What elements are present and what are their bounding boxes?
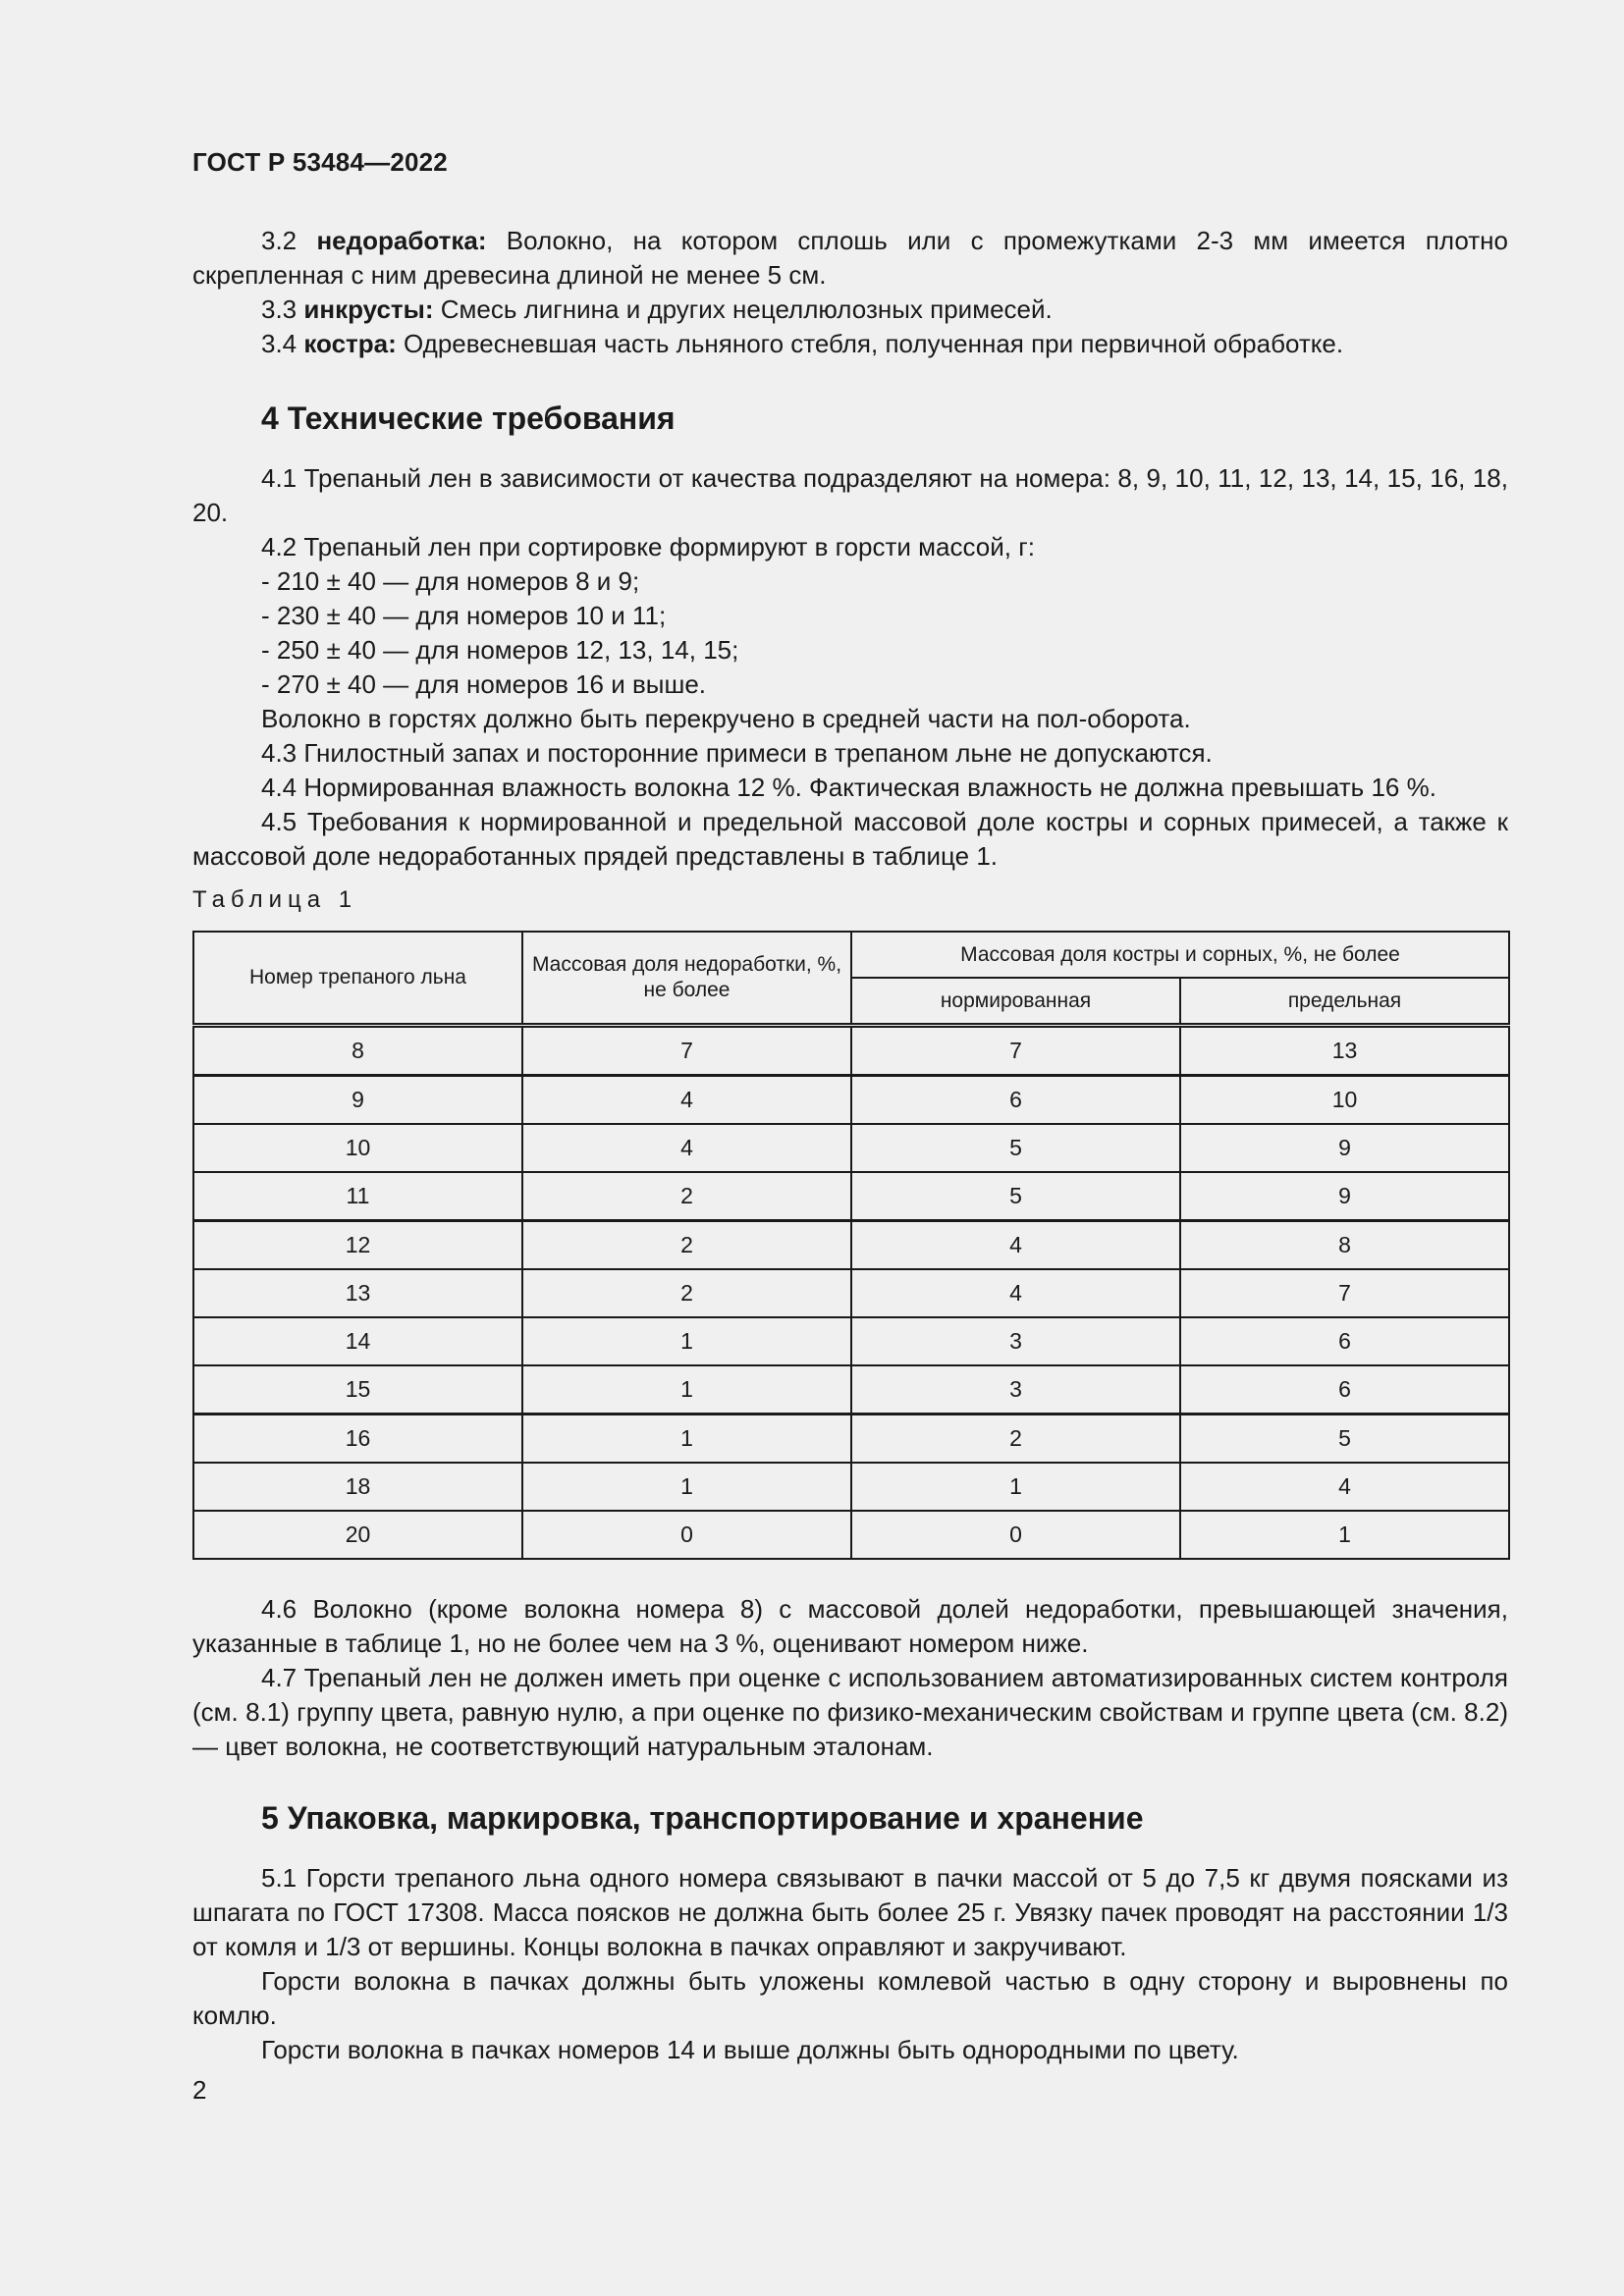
table-cell: 5 [851,1124,1180,1172]
column-header-normalized: нормированная [851,978,1180,1026]
table-cell: 1 [1180,1511,1509,1559]
table-cell: 1 [522,1365,851,1415]
table-cell: 4 [1180,1463,1509,1511]
table-cell: 4 [522,1124,851,1172]
paragraph-4-2-note: Волокно в горстях должно быть перекручено в средней части на пол-оборота. [261,704,1191,733]
table-cell: 4 [851,1221,1180,1270]
definitions-block [192,224,1508,361]
table-row [193,1511,1509,1559]
table-cell: 6 [1180,1365,1509,1415]
table-1 [192,931,1510,1560]
paragraph-4-1: 4.1 Трепаный лен в зависимости от качества подразделяют на номера: 8, 9, 10, 11, 12, 13, 14, 15, 16, 18, 20. [192,463,1508,527]
table-cell: 13 [1180,1026,1509,1076]
table-row [193,1172,1509,1221]
table-cell: 11 [193,1172,522,1221]
column-header-limit: предельная [1180,978,1509,1026]
paragraph-4-5: 4.5 Требования к нормированной и предельной массовой доле костры и сорных примесей, а также к массовой доле недоработанных прядей представлены в таблице 1. [192,807,1508,871]
table-row [193,1269,1509,1317]
table-cell: 2 [522,1172,851,1221]
paragraph-5-2: Горсти волокна в пачках должны быть уложены комлевой частью в одну сторону и выровнены по комлю. [192,1966,1508,2030]
table-cell: 13 [193,1269,522,1317]
table-cell: 8 [193,1026,522,1076]
table-row [193,1026,1509,1076]
table-row [193,1221,1509,1270]
table-cell: 7 [851,1026,1180,1076]
paragraph-5-1: 5.1 Горсти трепаного льна одного номера связывают в пачки массой от 5 до 7,5 кг двумя поясками из шпагата по ГОСТ 17308. Масса поясков не должна быть более 25 г. Увязку пачек проводят на расстоянии 1/3 от комля и 1/3 от вершины. Концы волокна в пачках оправляют и закручивают. [192,1863,1508,1961]
table-cell: 1 [522,1317,851,1365]
table-cell: 14 [193,1317,522,1365]
table-cell: 15 [193,1365,522,1415]
table-cell: 16 [193,1415,522,1464]
table-cell: 4 [851,1269,1180,1317]
table-cell: 0 [522,1511,851,1559]
definition-3-2: 3.2 недоработка: Волокно, на котором сплошь или с промежутками 2-3 мм имеется плотно скрепленная с ним древесина длиной не менее 5 см. [192,226,1508,290]
list-item: - 230 ± 40 — для номеров 10 и 11; [261,601,667,630]
paragraph-5-3: Горсти волокна в пачках номеров 14 и выше должны быть однородными по цвету. [261,2035,1239,2064]
table-cell: 9 [193,1076,522,1125]
column-header-underprocessing: Массовая доля недоработки, %, не более [522,932,851,1026]
table-cell: 5 [1180,1415,1509,1464]
table-cell: 8 [1180,1221,1509,1270]
section-5-title: 5 Упаковка, маркировка, транспортирование и хранение [261,1800,1144,1836]
table-cell: 7 [1180,1269,1509,1317]
table-row [193,1365,1509,1415]
table-row [193,1463,1509,1511]
table-cell: 1 [522,1463,851,1511]
table-row [193,1076,1509,1125]
table-caption: Таблица 1 [192,886,358,913]
definition-term: инкрусты: [303,294,434,324]
table-cell: 1 [522,1415,851,1464]
table-cell: 10 [193,1124,522,1172]
table-cell: 9 [1180,1172,1509,1221]
table-cell: 6 [851,1076,1180,1125]
column-header-number: Номер трепаного льна [193,932,522,1026]
list-item: - 250 ± 40 — для номеров 12, 13, 14, 15; [261,635,739,665]
page-number: 2 [192,2075,207,2105]
section-4-body [192,461,1508,874]
table-cell: 3 [851,1317,1180,1365]
table-cell: 2 [851,1415,1180,1464]
table-body [193,1026,1509,1560]
section-4-title: 4 Технические требования [261,400,676,436]
table-cell: 2 [522,1221,851,1270]
table-cell: 9 [1180,1124,1509,1172]
table-row [193,1317,1509,1365]
table-cell: 20 [193,1511,522,1559]
after-table-body [192,1592,1508,1764]
document-code: ГОСТ Р 53484—2022 [192,147,448,177]
definition-3-3: 3.3 инкрусты: Смесь лигнина и других нецеллюлозных примесей. [261,294,1053,324]
table-cell: 2 [522,1269,851,1317]
table-row [193,1415,1509,1464]
table-cell: 10 [1180,1076,1509,1125]
paragraph-4-6: 4.6 Волокно (кроме волокна номера 8) с массовой долей недоработки, превышающей значения, указанные в таблице 1, но не более чем на 3 %, оценивают номером ниже. [192,1594,1508,1658]
paragraph-4-7: 4.7 Трепаный лен не должен иметь при оценке с использованием автоматизированных систем контроля (см. 8.1) группу цвета, равную нулю, а при оценке по физико-механическим свойствам и группе цвета (см. 8.2) — цвет волокна, не соответствующий натуральным эталонам. [192,1663,1508,1761]
definition-term: костра: [303,329,397,358]
definition-term: недоработка: [316,226,487,255]
paragraph-4-2: 4.2 Трепаный лен при сортировке формируют в горсти массой, г: [261,532,1035,561]
table-cell: 5 [851,1172,1180,1221]
paragraph-4-4: 4.4 Нормированная влажность волокна 12 %. Фактическая влажность не должна превышать 16 %. [261,773,1436,802]
paragraph-4-3: 4.3 Гнилостный запах и посторонние примеси в трепаном льне не допускаются. [261,738,1213,768]
column-group-header: Массовая доля костры и сорных, %, не более [851,932,1509,978]
table-cell: 12 [193,1221,522,1270]
table-cell: 6 [1180,1317,1509,1365]
table-row [193,1124,1509,1172]
table-cell: 0 [851,1511,1180,1559]
section-5-body [192,1861,1508,2067]
list-item: - 210 ± 40 — для номеров 8 и 9; [261,566,640,596]
table-cell: 4 [522,1076,851,1125]
table-cell: 18 [193,1463,522,1511]
table-cell: 1 [851,1463,1180,1511]
data-table [192,931,1510,1560]
table-cell: 7 [522,1026,851,1076]
definition-3-4: 3.4 костра: Одревесневшая часть льняного стебля, полученная при первичной обработке. [261,329,1344,358]
table-cell: 3 [851,1365,1180,1415]
list-item: - 270 ± 40 — для номеров 16 и выше. [261,669,707,699]
